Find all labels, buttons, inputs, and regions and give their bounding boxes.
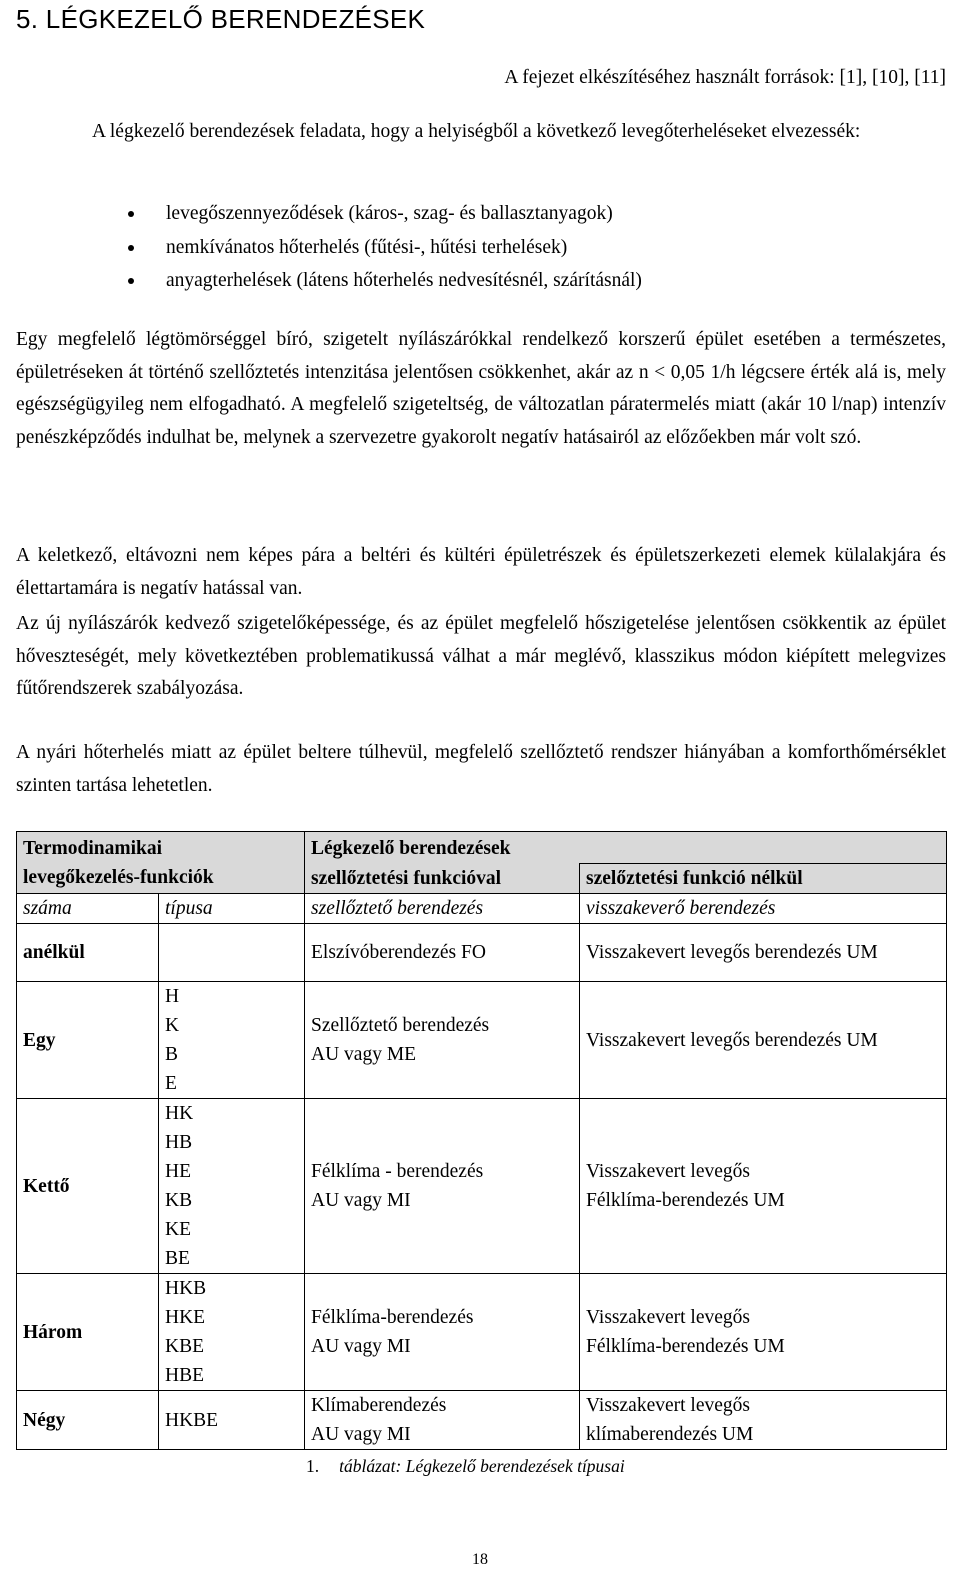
table-row [17,982,947,1099]
vent-cell: Szellőztető berendezés AU vagy ME [305,982,580,1099]
count-cell: Egy [17,982,159,1099]
types-cell [159,924,305,982]
recirc-cell: Visszakevert levegős berendezés UM [580,982,947,1099]
page-number: 18 [472,1551,488,1568]
table-row [17,1274,947,1391]
subheader-recirc-device: visszakeverő berendezés [580,894,947,924]
recirc-cell: Visszakevert levegős klímaberendezés UM [580,1391,947,1450]
types-cell: H K B E [159,982,305,1099]
table-subheader-row [17,894,947,924]
paragraph-moisture: A keletkező, eltávozni nem képes pára a beltéri és kültéri épületrészek és épületszerkezeti elemek külalakjára és élettartamára is negatív hatással van. [16,545,946,599]
recirc-cell: Visszakevert levegős berendezés UM [580,924,947,982]
header-thermo: Termodinamikai levegőkezelés-funkciók [17,832,305,894]
recirc-cell: Visszakevert levegős Félklíma-berendezés UM [580,1274,947,1391]
caption-number: 1. [306,1456,320,1476]
chapter-heading: 5. LÉGKEZELŐ BERENDEZÉSEK [16,4,426,34]
bullet-icon [128,245,134,251]
paragraph-airtightness: Egy megfelelő légtömörséggel bíró, szigetelt nyílászárókkal rendelkező korszerű épület esetében a természetes, épületréseken át történő szellőztetés intenzitása jelentősen csökkenhet, akár az n < 0,05 1/h légcsere érték alá is, mely egészségügyileg nem elfogadható. A megfelelő szigeteltség, de változatlan páratermelés miatt (akár 10 l/nap) intenzív penészképződés indulhat be, melynek a szervezetre gyakorolt negatív hatásairól az előzőekben már volt szó. [16,329,946,448]
types-cell: HKBE [159,1391,305,1450]
vent-cell: Elszívóberendezés FO [305,924,580,982]
table-row [17,1099,947,1274]
header-lk: Légkezelő berendezések [305,832,947,864]
bullet-icon [128,211,134,217]
intro-paragraph: A légkezelő berendezések feladata, hogy a helyiségből a következő levegőterheléseket elvezessék: [92,121,861,142]
subheader-vent-device: szellőztető berendezés [305,894,580,924]
count-cell: Négy [17,1391,159,1450]
types-cell: HKB HKE KBE HBE [159,1274,305,1391]
bullet-icon [128,278,134,284]
count-cell: Kettő [17,1099,159,1274]
count-cell: anélkül [17,924,159,982]
list-item: levegőszennyeződések (káros-, szag- és ballasztanyagok) [128,197,642,231]
list-item: anyagterhelések (látens hőterhelés nedvesítésnél, szárításnál) [128,264,642,298]
vent-cell: Klímaberendezés AU vagy MI [305,1391,580,1450]
recirc-cell: Visszakevert levegős Félklíma-berendezés UM [580,1099,947,1274]
table-row [17,924,947,982]
subheader-type: típusa [159,894,305,924]
list-item: nemkívánatos hőterhelés (fűtési-, hűtési terhelések) [128,231,642,265]
table-header-row [17,832,947,864]
paragraph-summer: A nyári hőterhelés miatt az épület beltere túlhevül, megfelelő szellőztető rendszer hiányában a komforthőmérséklet szinten tartása lehetetlen. [16,742,946,796]
caption-text: táblázat: Légkezelő berendezések típusai [339,1456,625,1476]
subheader-count: száma [17,894,159,924]
bullet-list [128,197,642,298]
vent-cell: Félklíma - berendezés AU vagy MI [305,1099,580,1274]
header-with-vent: szellőztetési funkcióval [305,864,580,894]
header-without-vent: szelőztetési funkció nélkül [580,864,947,894]
air-handling-table [16,831,947,1450]
sources-note: A fejezet elkészítéséhez használt források: [1], [10], [11] [504,67,946,88]
count-cell: Három [17,1274,159,1391]
types-cell: HK HB HE KB KE BE [159,1099,305,1274]
paragraph-windows: Az új nyílászárók kedvező szigetelőképessége, és az épület megfelelő hőszigetelése jelentősen csökkentik az épület hőveszteségét, mely következtében problematikussá válhat a már meglévő, klasszikus módon kiépített melegvizes fűtőrendszerek szabályozása. [16,613,946,699]
table-caption [306,1456,625,1477]
vent-cell: Félklíma-berendezés AU vagy MI [305,1274,580,1391]
table-row [17,1391,947,1450]
